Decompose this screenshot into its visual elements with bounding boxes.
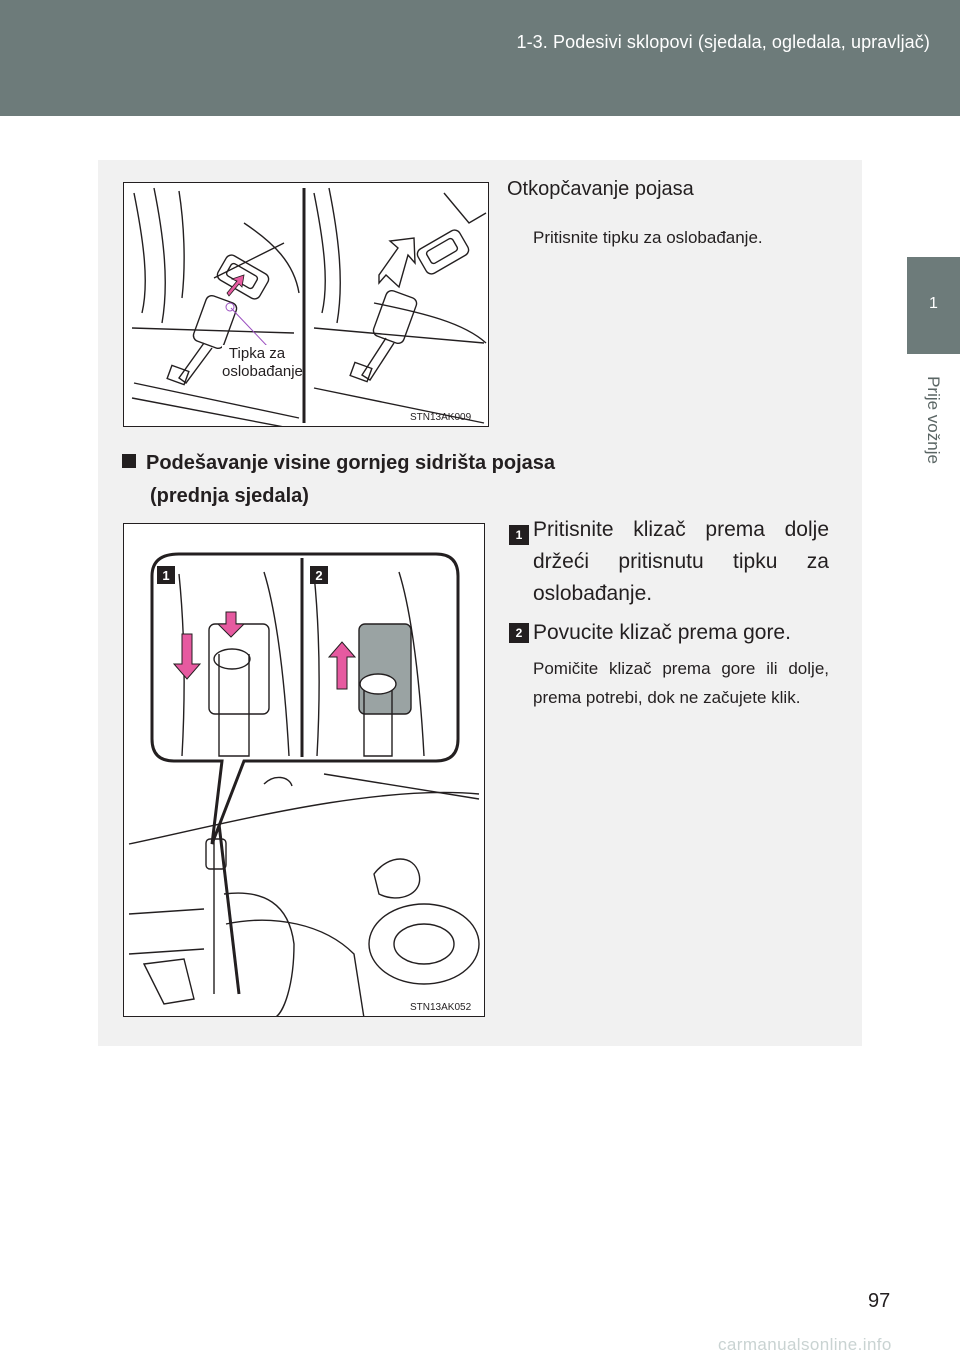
chapter-number: 1 [929,295,938,312]
watermark: carmanualsonline.info [718,1335,892,1354]
anchor-adjust-illustration [123,523,485,1017]
section-title: 1-3. Podesivi sklopovi (sjedala, ogledala, upravljač) [516,32,930,52]
unbuckle-illustration [123,182,489,427]
chapter-label: Prije vožnje [924,376,943,464]
release-button-callout [222,345,303,381]
step-1 [509,514,829,610]
heading-line-1: Podešavanje visine gornjeg sidrišta pojasa [146,452,556,474]
seat-buckle-drawing [124,183,489,427]
step-1-text: Pritisnite klizač prema dolje držeći pritisnutu tipku za oslobađanje. [533,518,829,605]
height-adjust-heading [122,447,555,513]
chapter-tab [907,257,960,354]
page-number: 97 [868,1290,891,1312]
heading-bullet-icon [122,454,136,468]
figure-badge-2: 2 [315,568,323,583]
figure-code: STN13AK009 [410,412,472,423]
callout-line-2: oslobađanje [222,363,303,380]
page-header [0,0,960,116]
unbuckle-title: Otkopčavanje pojasa [507,178,694,200]
anchor-adjust-drawing [124,524,485,1017]
adjust-note: Pomičite klizač prema gore ili dolje, prema potrebi, dok ne začujete klik. [533,659,829,707]
figure-badge-1: 1 [162,568,170,583]
callout-line-1: Tipka za [228,345,286,362]
step-2-text: Povucite klizač prema gore. [533,621,791,644]
heading-line-2: (prednja sjedala) [150,485,309,507]
figure-code: STN13AK052 [410,1002,472,1013]
step-1-badge: 1 [509,525,529,545]
step-2 [509,617,829,649]
step-2-badge: 2 [509,623,529,643]
unbuckle-description: Pritisnite tipku za oslobađanje. [533,228,763,247]
